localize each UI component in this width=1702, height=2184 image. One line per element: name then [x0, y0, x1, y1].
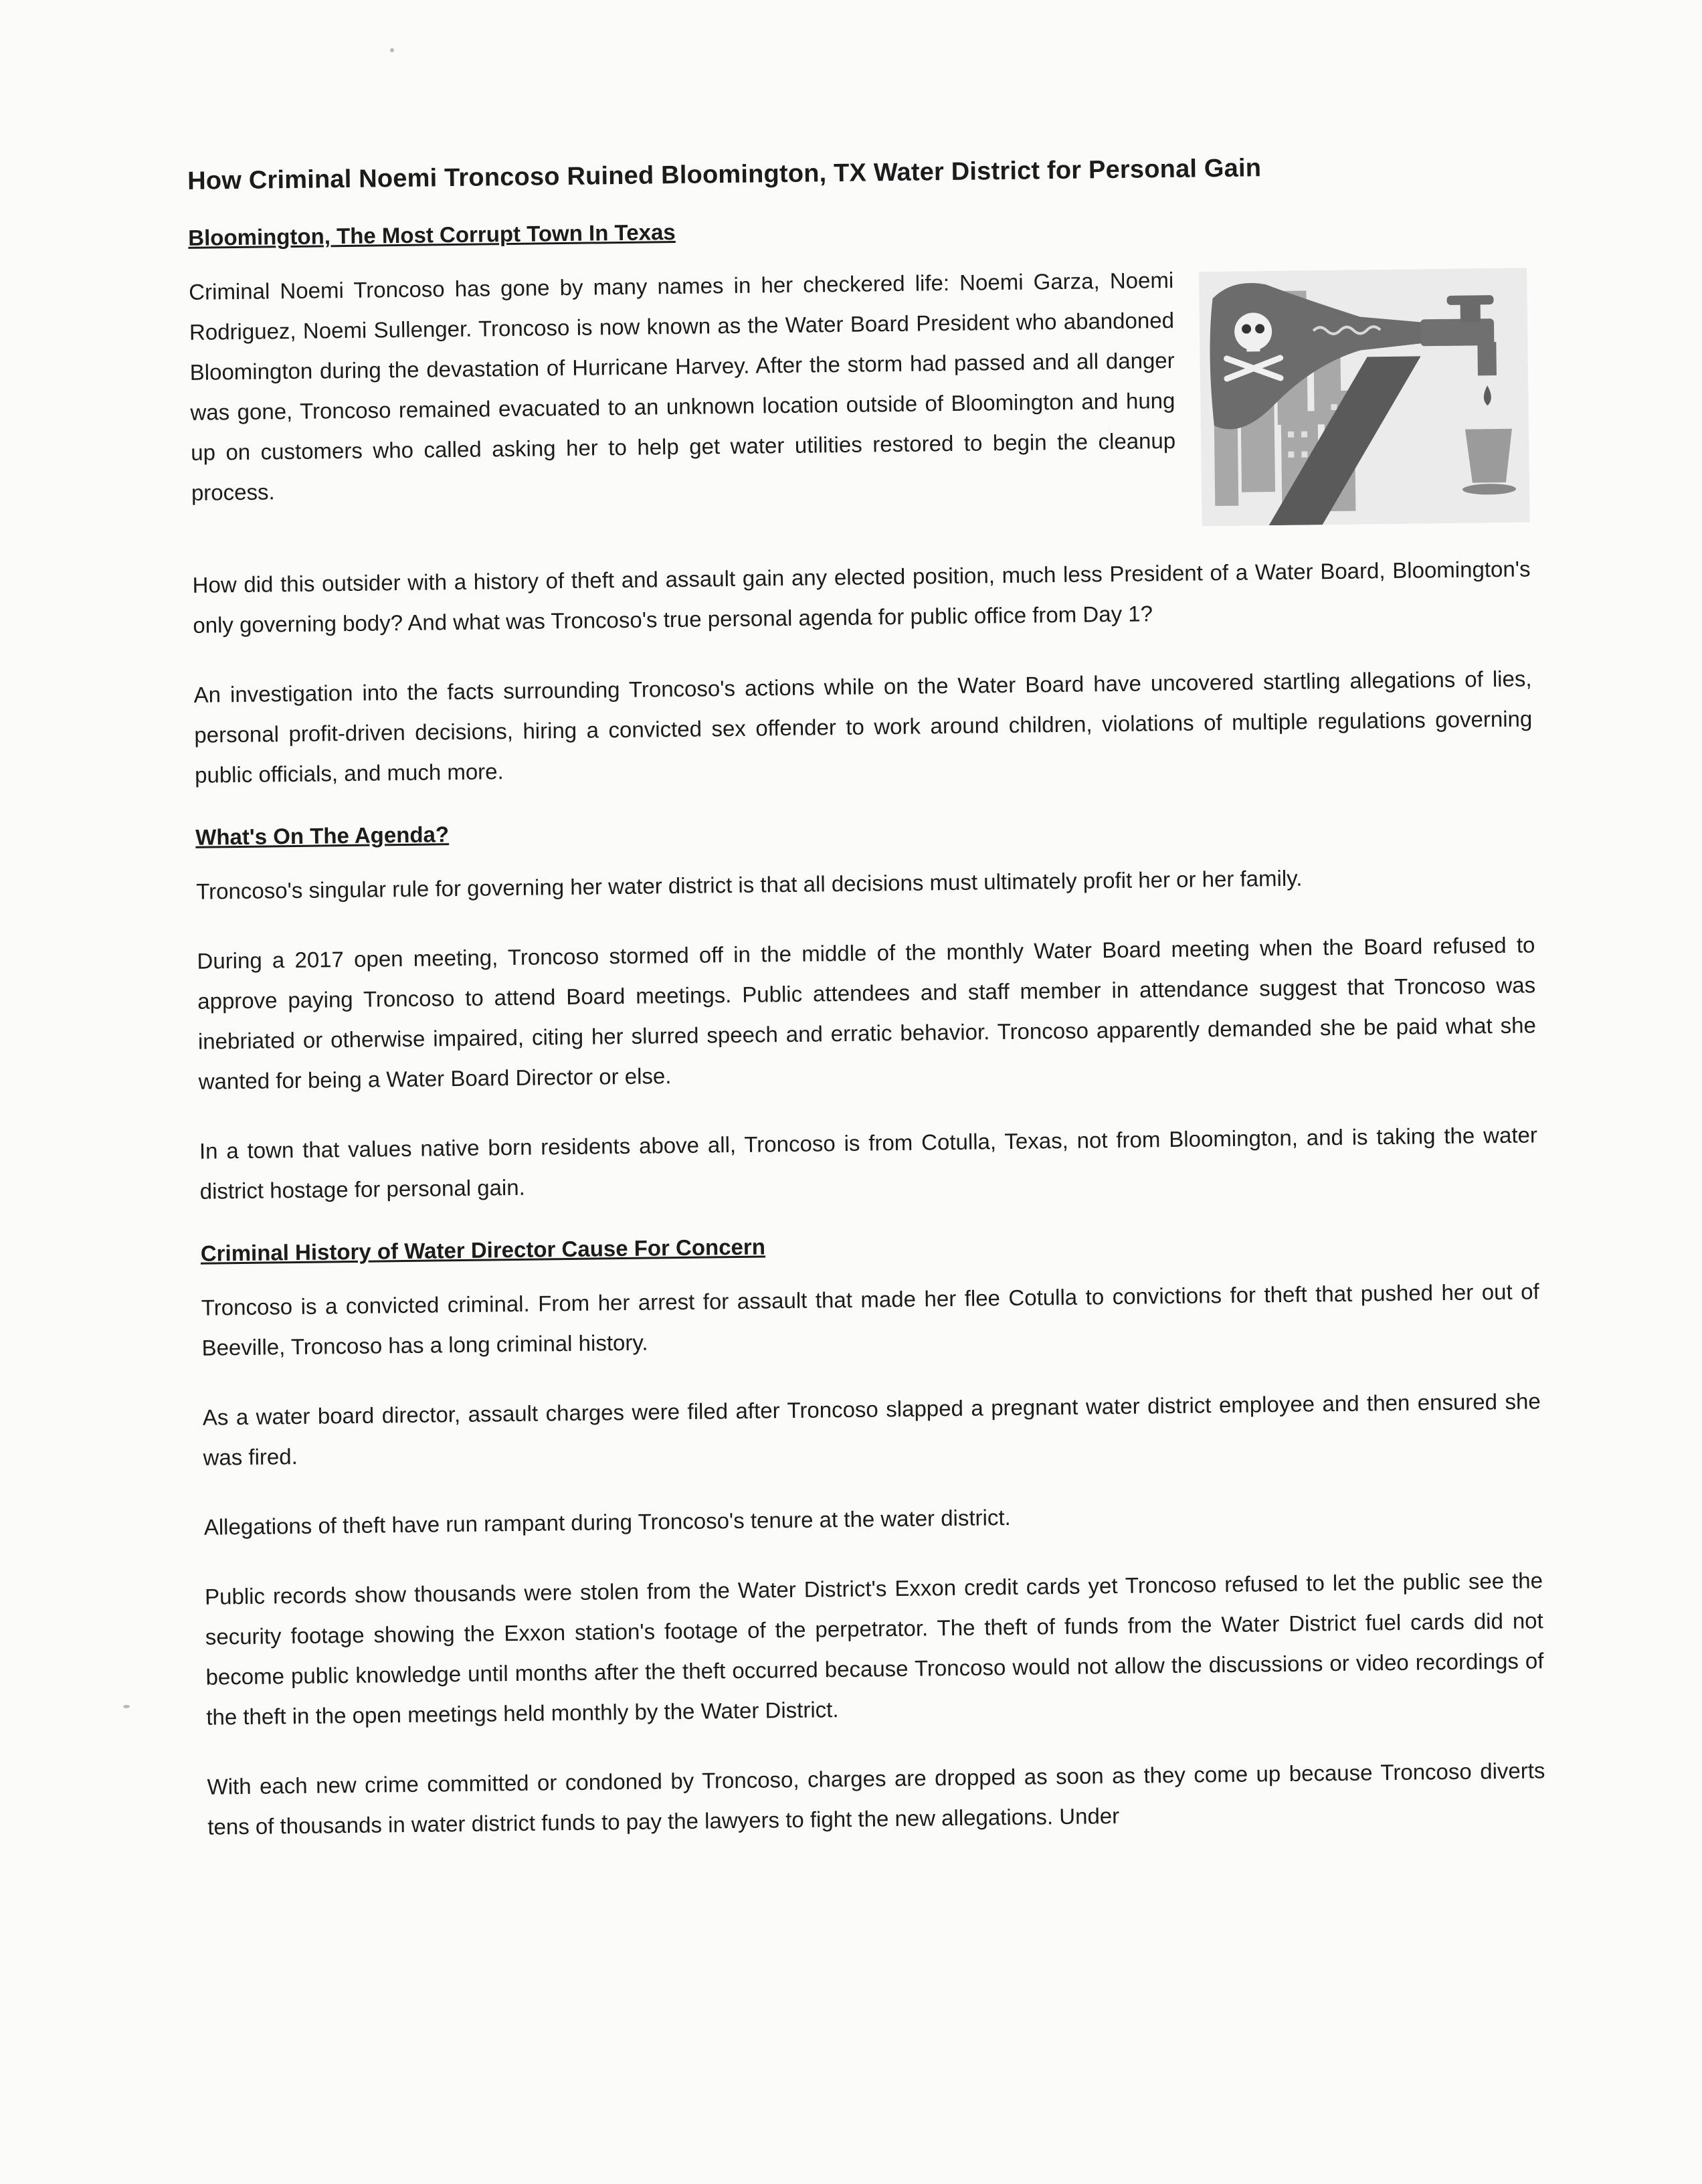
paragraph: During a 2017 open meeting, Troncoso stormed off in the middle of the monthly Water Board meeting when the Board refused to approve paying Troncoso to attend Board meetings. Public attendees and staff member in attendance suggest that Troncoso was inebriated or otherwise impaired, citing her slurred speech and erratic behavior. Troncoso apparently demanded she be paid what she wanted for being a Water Board Director or else. [197, 932, 1537, 1094]
document-page [181, 151, 1546, 1876]
paragraph: With each new crime committed or condoned by Troncoso, charges are dropped as soon as they come up because Troncoso diverts tens of thousands in water district funds to pay the lawyers to fight the new allegations. Under [207, 1758, 1545, 1839]
paragraph: Allegations of theft have run rampant during Troncoso's tenure at the water district. [203, 1504, 1011, 1540]
section-heading-corrupt-town: Bloomington, The Most Corrupt Town In Texas [188, 219, 676, 250]
paragraph: Public records show thousands were stolen from the Water District's Exxon credit cards yet Troncoso refused to let the public see the security footage showing the Exxon station's footage of the perpetrator. The theft of funds from the Water District fuel cards did not become public knowledge until months after the theft occurred because Troncoso would not allow the discussions or video recordings of the theft in the open meetings held monthly by the Water District. [204, 1568, 1544, 1730]
intro-block [182, 256, 1530, 539]
section-heading-agenda: What's On The Agenda? [195, 822, 450, 850]
scan-speck [390, 48, 394, 52]
poison-faucet-icon [1199, 268, 1530, 526]
paragraph: Troncoso's singular rule for governing her water district is that all decisions must ultimately profit her or her family. [195, 865, 1303, 904]
paragraph: An investigation into the facts surrounding Troncoso's actions while on the Water Board have uncovered startling allegations of lies, personal profit-driven decisions, hiring a convicted sex offender to work around children, violations of multiple regulations governing public officials, and much more. [193, 666, 1533, 788]
paragraph: In a town that values native born residents above all, Troncoso is from Cotulla, Texas, not from Bloomington, and is taking the water district hostage for personal gain. [199, 1122, 1538, 1204]
scan-speck [123, 1705, 130, 1708]
paragraph: How did this outsider with a history of theft and assault gain any elected position, much less President of a Water Board, Bloomington's only governing body? And what was Troncoso's true personal agenda for public office from Day 1? [192, 556, 1531, 638]
intro-paragraph: Criminal Noemi Troncoso has gone by many names in her checkered life: Noemi Garza, Noemi Rodriguez, Noemi Sullenger. Troncoso is now known as the Water Board President who abandoned Bloomington during the devastation of Hurricane Harvey. After the storm had passed and all danger was gone, Troncoso remained evacuated to an unknown location outside of Bloomington and hung up on customers who called asking her to help get water utilities restored to begin the cleanup process. [189, 267, 1176, 505]
paragraph: As a water board director, assault charges were filed after Troncoso slapped a pregnant water district employee and then ensured she was fired. [202, 1388, 1541, 1470]
section-heading-criminal-history: Criminal History of Water Director Cause For Concern [200, 1234, 766, 1266]
document-title: How Criminal Noemi Troncoso Ruined Bloomington, TX Water District for Personal Gain [187, 154, 1262, 195]
paragraph: Troncoso is a convicted criminal. From her arrest for assault that made her flee Cotulla to convictions for theft that pushed her out of Beeville, Troncoso has a long criminal history. [201, 1279, 1539, 1360]
